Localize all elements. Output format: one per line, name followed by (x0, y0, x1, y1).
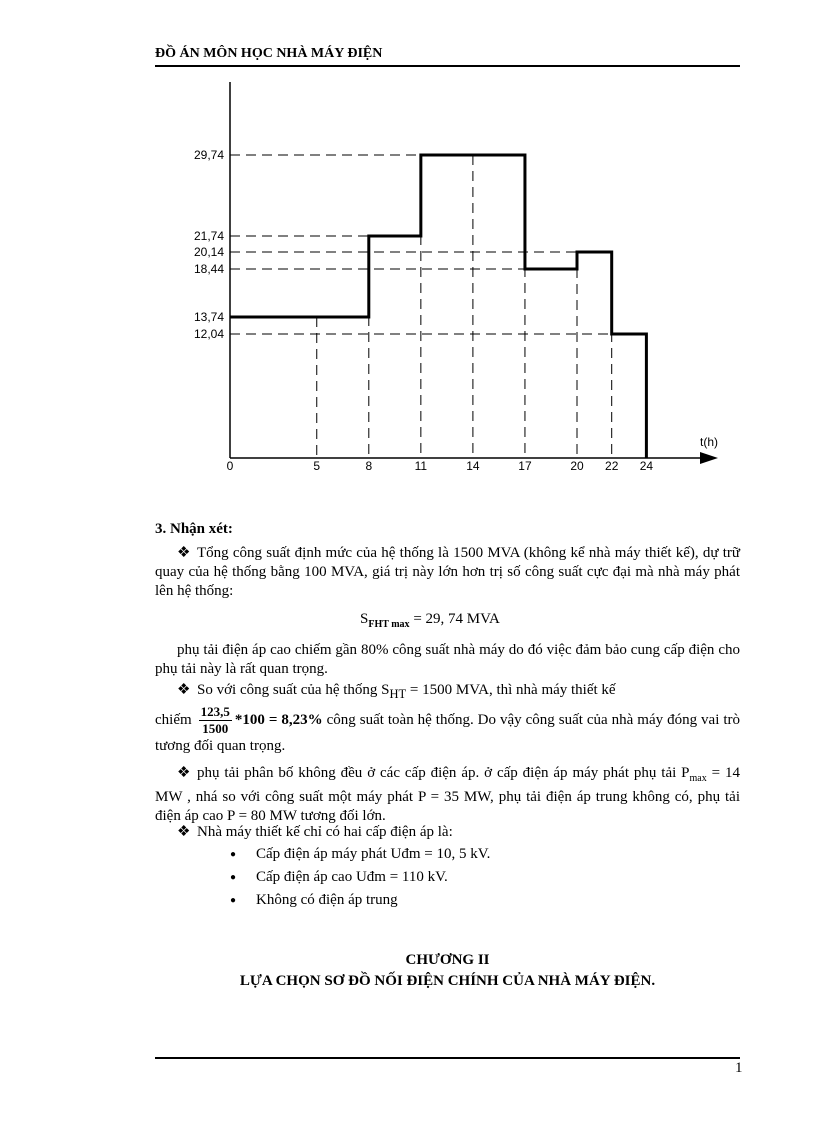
paragraph-1: ❖ Tổng công suất định mức của hệ thống là 1500 MVA (không kể nhà máy thiết kế), dự trữ quay của hệ thống bằng 100 MVA, giá trị này lớn hơn trị số công suất cực đại mà nhà máy phát lên hệ thống: (155, 545, 740, 599)
voltage-level-list (230, 843, 490, 912)
x-tick-label: 14 (466, 459, 480, 473)
diamond-bullet-icon: ❖ (177, 682, 191, 698)
y-tick-label: 12,04 (193, 327, 224, 341)
y-tick-label: 18,44 (193, 262, 224, 276)
x-tick-label: 17 (518, 459, 532, 473)
x-tick-label: 5 (313, 459, 321, 473)
load-chart (0, 0, 816, 500)
x-tick-label: 8 (365, 459, 373, 473)
y-tick-label: 20,14 (193, 245, 224, 259)
x-tick-label: 11 (414, 459, 428, 473)
fraction: $\frac{123,5}{1500}$ (200, 704, 230, 736)
y-tick-label: 13,74 (193, 310, 224, 324)
diamond-bullet-icon: ❖ (177, 545, 191, 561)
x-tick-label: 24 (639, 459, 654, 473)
paragraph-2: phụ tải điện áp cao chiếm gần 80% công suất nhà máy do đó việc đảm bảo cung cấp điện cho phụ tải này là rất quan trọng. (155, 642, 740, 677)
diamond-bullet-icon: ❖ (177, 765, 191, 781)
y-tick-label: 29,74 (193, 148, 224, 162)
x-axis-arrow-icon (700, 452, 718, 464)
page-number: 1 (735, 1060, 743, 1076)
formula-sfht: $S_{FHT max} = 29$, 74 MVA (360, 611, 500, 630)
chapter-number: CHƯƠNG II (405, 952, 490, 968)
list-item: ● Không có điện áp trung (230, 889, 490, 912)
x-axis-label: t(h) (700, 435, 718, 449)
footer-rule (155, 1057, 740, 1059)
load-step-line (230, 155, 646, 458)
list-item: ● Cấp điện áp cao Uđm = 110 kV. (230, 866, 490, 889)
paragraph-5: ❖ Nhà máy thiết kế chỉ có hai cấp điện áp là: (177, 824, 453, 840)
paragraph-4: ❖ phụ tải phân bố không đều ở các cấp điện áp. ở cấp điện áp máy phát phụ tải $P_{max} = 14$ MW , nhá so với công suất một máy phát P = 35 MW, phụ tải điện áp trung không có, phụ tải điện áp cao P = 80 MW tương đối lớn. (155, 765, 740, 824)
paragraph-3: ❖ So với công suất của hệ thống $S_{HT} = 1500$ MVA, thì nhà máy thiết kế chiếm $\frac{123,5}{1500}$ *100 = 8,23% công suất toàn hệ thống. Do vậy công suất của nhà máy đóng vai trò tương đối quan trọng. (155, 682, 741, 754)
section-title: 3. Nhận xét: (155, 521, 233, 537)
list-item: ● Cấp điện áp máy phát Uđm = 10, 5 kV. (230, 843, 490, 866)
y-tick-label: 21,74 (193, 229, 224, 243)
x-tick-label: 20 (570, 459, 584, 473)
x-tick-label: 22 (605, 459, 619, 473)
x-tick-label: 0 (226, 459, 234, 473)
document-header-title: ĐỒ ÁN MÔN HỌC NHÀ MÁY ĐIỆN (155, 46, 383, 61)
diamond-bullet-icon: ❖ (177, 824, 191, 840)
chapter-title: LỰA CHỌN SƠ ĐỒ NỐI ĐIỆN CHÍNH CỦA NHÀ MÁY ĐIỆN. (239, 973, 656, 989)
